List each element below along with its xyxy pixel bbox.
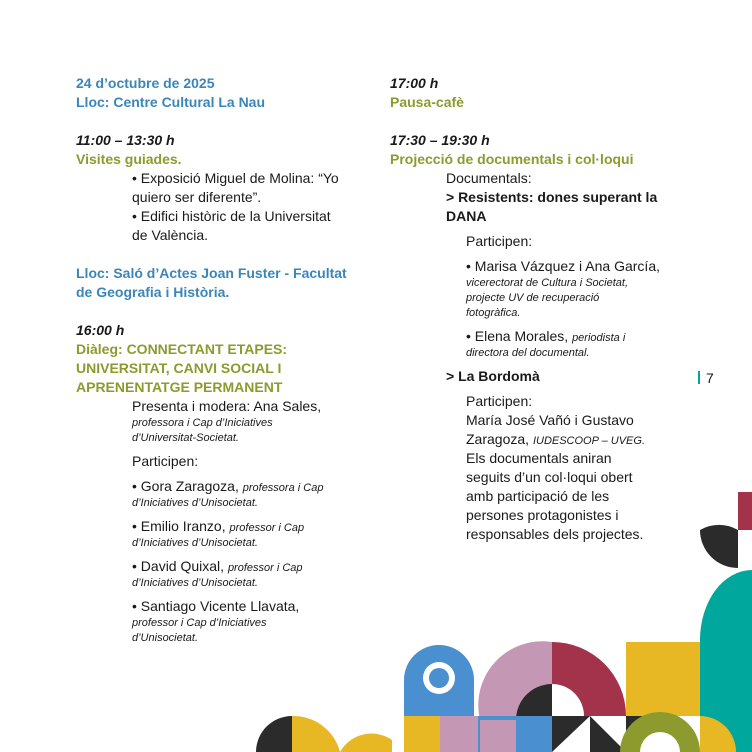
page-number: 7 — [698, 370, 714, 386]
bottom-cluster — [256, 640, 752, 752]
visit-item-1: • Exposició Miguel de Molina: “Yo quiero ser diferente”. — [132, 170, 339, 205]
time-4: 17:30 – 19:30 h — [390, 132, 490, 148]
dialeg-title: Diàleg: CONNECTANT ETAPES: UNIVERSITAT, CANVI SOCIAL I APRENENTATGE PERMANENT — [76, 341, 288, 395]
participant-2: • Emilio Iranzo, professor i Cap d’Iniciatives d’Unisocietat. — [132, 518, 305, 549]
participant-1: • Gora Zaragoza, professora i Cap d’Iniciatives d’Unisocietat. — [132, 478, 324, 509]
doc2-participants-label: Participen: — [466, 393, 533, 409]
participant-3: • David Quixal, professor i Cap d’Iniciatives d’Unisocietat. — [132, 558, 303, 589]
presenter: Presenta i modera: Ana Sales, professora i Cap d’Iniciatives d’Universitat-Societat. — [132, 398, 322, 444]
doc2-title: > La Bordomà — [446, 368, 540, 384]
projeccio-title: Projecció de documentals i col·loqui — [390, 151, 634, 167]
venue-1: Lloc: Centre Cultural La Nau — [76, 94, 266, 110]
time-1: 11:00 – 13:30 h — [76, 132, 175, 148]
doc2-participants: María José Vañó i Gustavo Zaragoza, IUDESCOOP – UVEG. — [466, 412, 645, 447]
documentals-label: Documentals: — [446, 170, 532, 186]
time-2: 16:00 h — [76, 322, 125, 338]
event-date: 24 d’octubre de 2025 — [76, 75, 215, 91]
doc1-participant-2: • Elena Morales, periodista i directora del documental. — [466, 328, 626, 359]
visits-title: Visites guiades. — [76, 151, 182, 167]
edge-shapes — [700, 492, 752, 640]
pausa-title: Pausa-cafè — [390, 94, 464, 110]
doc1-participants-label: Participen: — [466, 233, 533, 249]
participant-4: • Santiago Vicente Llavata, professor i Cap d’Iniciatives d’Unisocietat. — [132, 598, 300, 644]
doc1-participant-1: • Marisa Vázquez i Ana García, vicerectorat de Cultura i Societat, projecte UV de recuperació fotogràfica. — [466, 258, 660, 319]
participants-label: Participen: — [132, 453, 199, 469]
doc1-title: > Resistents: dones superant la DANA — [446, 189, 658, 224]
time-3: 17:00 h — [390, 75, 439, 91]
closing-text: Els documentals aniran seguits d’un col·loqui obert amb participació de les persones protagonistes i responsables dels projectes. — [466, 450, 644, 542]
venue-2: Lloc: Saló d’Actes Joan Fuster - Facultat de Geografia i Història. — [76, 265, 347, 300]
visit-item-2: • Edifici històric de la Universitat de València. — [132, 208, 331, 243]
